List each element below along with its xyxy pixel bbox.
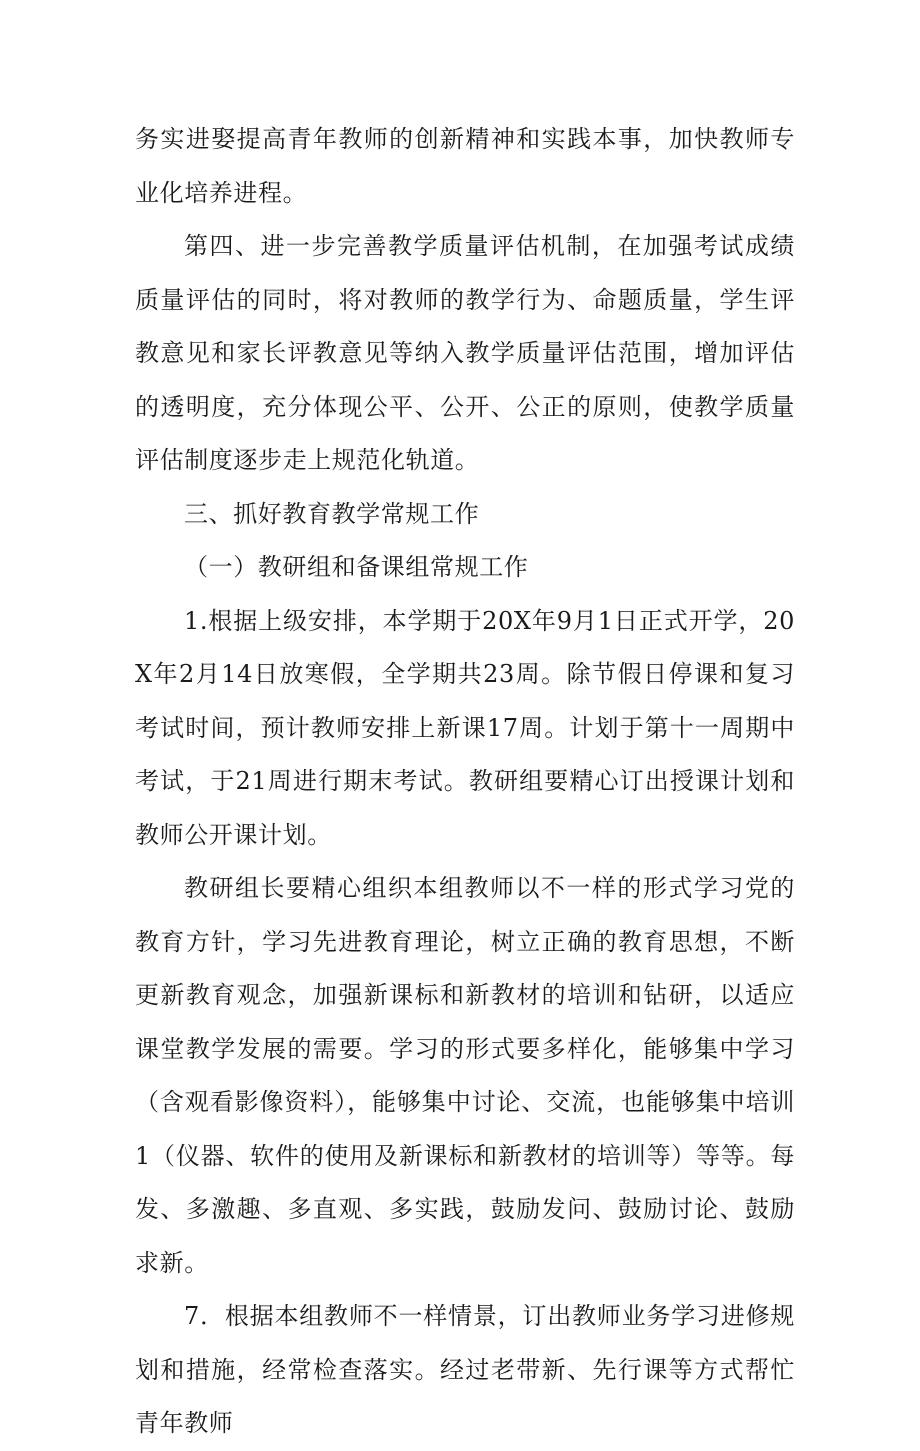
document-body	[135, 113, 795, 1451]
subsection-heading: （一）教研组和备课组常规工作	[184, 553, 529, 581]
paragraph-fourth-point: 第四、进一步完善教学质量评估机制，在加强考试成绩质量评估的同时，将对教师的教学行为、命题质量，学生评教意见和家长评教意见等纳入教学质量评估范围，增加评估的透明度，充分体现公平、公开、公正的原则，使教学质量评估制度逐步走上规范化轨道。	[135, 232, 795, 474]
paragraph-group-leader: 教研组长要精心组织本组教师以不一样的形式学习党的教育方针，学习先进教育理论，树立正确的教育思想，不断更新教育观念，加强新课标和新教材的培训和钻研，以适应课堂教学发展的需要。学习的形式要多样化，能够集中学习（含观看影像资料），能够集中讨论、交流，也能够集中培训1（仪器、软件的使用及新课标和新教材的培训等）等等。每发、多激趣、多直观、多实践，鼓励发问、鼓励讨论、鼓励求新。	[135, 874, 795, 1277]
section-heading: 三、抓好教育教学常规工作	[184, 499, 480, 528]
paragraph-item-1: 1.根据上级安排，本学期于20X年9月1日正式开学，20X年2月14日放寒假，全学期共23周。除节假日停课和复习考试时间，预计教师安排上新课17周。计划于第十一周期中考试，于21周进行期末考试。教研组要精心订出授课计划和教师公开课计划。	[135, 606, 795, 849]
paragraph-item-7: 7．根据本组教师不一样情景，订出教师业务学习进修规划和措施，经常检查落实。经过老带新、先行课等方式帮忙青年教师	[135, 1302, 795, 1437]
paragraph-continuation: 务实进娶提高青年教师的创新精神和实践本事，加快教师专业化培养进程。	[135, 125, 795, 207]
